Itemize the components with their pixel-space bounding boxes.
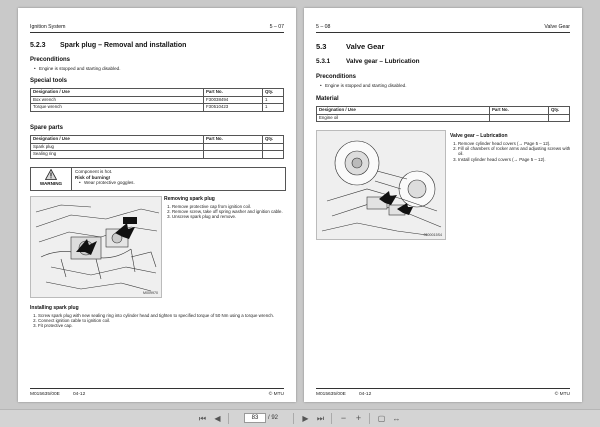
fit-page-icon[interactable]: ▢ [377,414,386,423]
table-cell [263,143,284,151]
zoom-in-icon[interactable]: + [355,413,362,423]
special-tools-heading: Special tools [30,78,68,84]
next-page-icon[interactable]: ▶ [302,414,309,423]
warning-hazard: Component is hot. [75,169,113,174]
lubrication-procedure [450,133,574,162]
table-row [31,143,284,151]
warning-symbol-cell [31,168,72,190]
footer-doc-number: M015635/00E [316,392,346,397]
section-title: Spark plug – Removal and installation [60,42,187,49]
table-cell [204,143,263,151]
procedure-step: 1. Remove protective cap from ignition coil. [172,204,288,209]
precondition-item: • Engine is stopped and starting disabled. [325,83,406,89]
table-header-row [31,136,284,144]
footer-rule [316,388,570,389]
right-page [304,8,582,402]
warning-risk: Risk of burning! [75,175,111,180]
last-page-icon[interactable]: ⏭ [316,414,325,423]
page-number-header: 5 – 07 [269,24,284,30]
section-number: 5.2.3 [30,42,46,49]
toolbar-divider [369,413,370,424]
column-header: Designation / Use [317,107,490,115]
spare-parts-table [30,135,284,159]
engine-illustration [31,197,161,297]
toolbar-divider [331,413,332,424]
running-header-right: Valve Gear [544,24,570,30]
procedure-step: 3. Unscrew spark plug and remove. [172,214,288,219]
installing-steps [30,313,286,329]
viewer-toolbar [0,409,600,427]
procedure-step: 2. Fill oil chambers of rocker arms and adjusting screws with oil. [458,146,574,156]
table-cell: Engine oil [317,114,490,122]
column-header: Qty. [549,107,570,115]
previous-page-icon[interactable]: ◀ [214,414,221,423]
procedure-step: 1. Remove cylinder head covers (→ Page 5 – 12). [458,141,574,146]
procedure-step: 3. Install cylinder head covers (→ Page 5 – 12). [458,157,574,162]
preconditions-heading: Preconditions [316,74,357,80]
valve-gear-figure [316,130,446,240]
spark-plug-figure [30,196,162,298]
toolbar-divider [293,413,294,424]
table-cell: Torque wrench [31,104,204,112]
page-number-header: 5 – 08 [316,24,331,30]
warning-measure-item: • Wear protective goggles. [84,180,135,186]
table-cell [204,151,263,159]
table-cell: Box wrench [31,96,204,104]
column-header: Qty. [263,136,284,144]
table-cell: 1 [263,104,284,112]
figure-code: 0500015S4 [423,233,442,237]
preconditions-list [316,83,406,89]
table-cell: F30510423 [204,104,263,112]
section-number: 5.3 [316,42,327,51]
figure-code: M009970 [143,291,158,295]
toolbar-divider [228,413,229,424]
warning-label: WARNING [39,181,63,186]
removing-heading: Removing spark plug [164,196,215,202]
table-row [31,151,284,159]
installing-heading: Installing spark plug [30,305,79,311]
table-row [31,104,284,112]
section-title: Valve Gear [346,42,385,51]
column-header: Part No. [490,107,549,115]
table-cell [263,151,284,159]
header-rule [316,32,570,33]
footer-brand: © MTU [554,392,570,397]
zoom-out-icon[interactable]: − [340,413,347,423]
table-header-row [317,107,570,115]
column-header: Part No. [204,89,263,97]
footer-date: 04-12 [359,392,372,397]
table-cell: F30038494 [204,96,263,104]
table-header-row [31,89,284,97]
procedure-step: 3. Fit protective cap. [38,323,286,328]
column-header: Designation / Use [31,136,204,144]
preconditions-list [30,66,120,72]
column-header: Part No. [204,136,263,144]
procedure-step: 2. Connect ignition cable to ignition coil. [38,318,286,323]
table-cell: Sealing ring [31,151,204,159]
table-cell: 1 [263,96,284,104]
warning-triangle-icon [45,169,57,180]
spare-parts-heading: Spare parts [30,125,64,131]
table-row [317,114,570,122]
table-row [31,96,284,104]
procedure-step: 1. Screw spark plug with new sealing ring into cylinder head and tighten to specified torque of 50 Nm using a torque wrench. [38,313,286,318]
procedure-step: 2. Remove screw, take off spring washer and ignition cable. [172,209,288,214]
fit-width-icon[interactable]: ↔ [392,414,401,423]
precondition-item: • Engine is stopped and starting disabled. [39,66,120,72]
table-cell: Spark plug [31,143,204,151]
material-heading: Material [316,96,339,102]
preconditions-heading: Preconditions [30,57,71,63]
installing-procedure [30,305,286,329]
material-table [316,106,570,122]
procedure-steps [450,141,574,162]
footer-doc-number: M015635/00E [30,392,60,397]
footer-date: 04-12 [73,392,86,397]
warning-measures [75,180,135,186]
header-rule [30,32,284,33]
footer-brand: © MTU [268,392,284,397]
table-cell [549,114,570,122]
table-cell [490,114,549,122]
column-header: Qty. [263,89,284,97]
subsection-number: 5.3.1 [316,58,331,65]
valve-gear-illustration [317,131,445,239]
special-tools-table [30,88,284,112]
first-page-icon[interactable]: ⏮ [198,414,207,423]
procedure-heading: Valve gear – Lubrication [450,133,508,139]
running-header-left: Ignition System [30,24,66,30]
column-header: Designation / Use [31,89,204,97]
left-page [18,8,296,402]
footer-rule [30,388,284,389]
removing-steps [164,204,288,220]
page-number-input[interactable] [244,413,266,423]
page-total: / 92 [268,415,279,421]
warning-box [30,167,286,191]
subsection-title: Valve gear – Lubrication [346,58,420,65]
removing-procedure [164,196,288,220]
